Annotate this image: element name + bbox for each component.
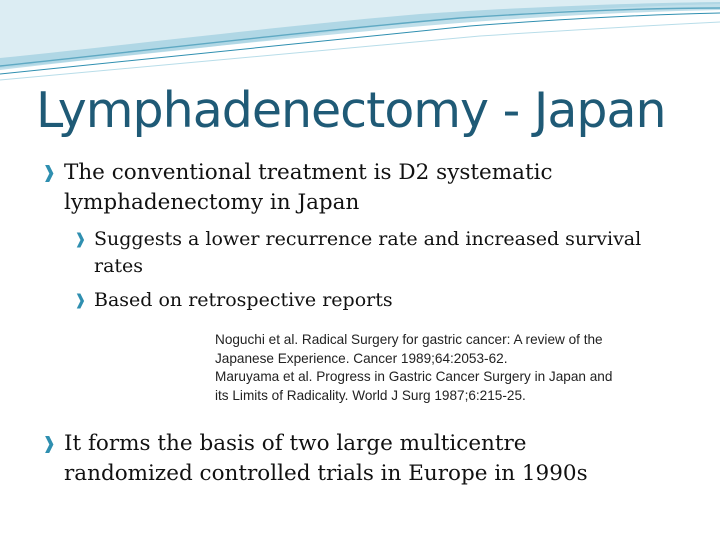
chevron-right-icon: ❱: [42, 163, 57, 183]
subbullet-recurrence-survival: [74, 226, 694, 280]
chevron-right-icon: ❱: [42, 434, 57, 454]
bullet-line: It forms the basis of two large multicentre: [64, 431, 527, 456]
bullet-multicentre-trials: [42, 429, 684, 489]
reference-line: its Limits of Radicality. World J Surg 1987;6:215-25.: [215, 387, 526, 403]
slide-title: Lymphadenectomy - Japan: [36, 82, 666, 139]
bullet-line: Based on retrospective reports: [94, 289, 393, 311]
bullet-line: The conventional treatment is D2 systematic: [64, 160, 553, 185]
chevron-right-icon: ❱: [74, 291, 87, 309]
decorative-top-wave: [0, 0, 720, 90]
chevron-right-icon: ❱: [74, 230, 87, 248]
subbullet-retrospective-reports: [74, 287, 694, 314]
references-block: [215, 331, 695, 405]
bullet-line: lymphadenectomy in Japan: [64, 190, 360, 215]
reference-line: Japanese Experience. Cancer 1989;64:2053-62.: [215, 350, 508, 366]
bullet-line: Suggests a lower recurrence rate and increased survival: [94, 228, 642, 250]
bullet-line: randomized controlled trials in Europe in 1990s: [64, 461, 588, 486]
reference-line: Noguchi et al. Radical Surgery for gastric cancer: A review of the: [215, 332, 603, 347]
bullet-conventional-treatment: [42, 158, 684, 218]
bullet-line: rates: [94, 255, 144, 277]
reference-line: Maruyama et al. Progress in Gastric Cancer Surgery in Japan and: [215, 369, 613, 384]
